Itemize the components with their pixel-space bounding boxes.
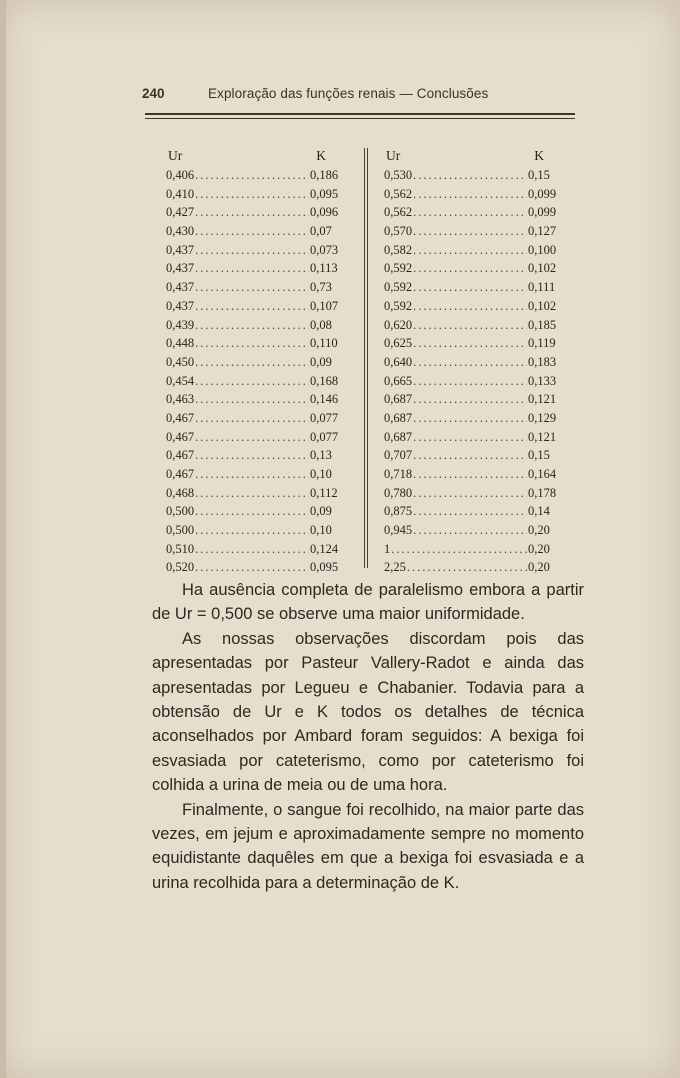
leader-dots (413, 392, 527, 407)
k-value: 0,112 (310, 485, 338, 500)
ur-value: 0,437 (166, 280, 195, 295)
ur-value: 0,463 (166, 392, 195, 407)
table-row (166, 392, 348, 411)
table-row (166, 560, 348, 579)
page-edge (0, 0, 6, 1078)
table-row (166, 374, 348, 393)
rows-right (384, 168, 566, 579)
header-k: K (534, 148, 544, 163)
paragraph-1: Ha ausência completa de paralelismo embora a partir de Ur = 0,500 se observe uma maior uniformidade. (152, 581, 584, 624)
leader-dots (413, 504, 527, 519)
column-header (166, 148, 348, 168)
leader-dots (195, 355, 309, 370)
table-row (384, 168, 566, 187)
table-divider (364, 148, 365, 568)
k-value: 0,099 (528, 205, 557, 220)
leader-dots (413, 299, 527, 314)
k-value: 0,110 (310, 336, 338, 351)
table-row (384, 560, 566, 579)
table-row (384, 486, 566, 505)
k-value: 0,102 (528, 298, 557, 313)
table-row (166, 187, 348, 206)
body-text (152, 578, 584, 895)
table-row (384, 523, 566, 542)
ur-value: 0,410 (166, 186, 195, 201)
leader-dots (195, 243, 309, 258)
table-row (384, 336, 566, 355)
table-row (384, 374, 566, 393)
leader-dots (195, 168, 309, 183)
ur-value: 0,582 (384, 242, 413, 257)
leader-dots (195, 224, 309, 239)
ur-value: 0,570 (384, 224, 413, 239)
rows-left (166, 168, 348, 579)
k-value: 0,20 (528, 541, 550, 556)
ur-value: 0,780 (384, 485, 413, 500)
ur-value: 0,437 (166, 298, 195, 313)
k-value: 0,185 (528, 317, 557, 332)
k-value: 0,077 (310, 429, 339, 444)
k-value: 0,113 (310, 261, 338, 276)
k-value: 0,121 (528, 429, 557, 444)
table-row (166, 542, 348, 561)
k-value: 0,14 (528, 504, 550, 519)
k-value: 0,15 (528, 168, 550, 182)
ur-value: 0,665 (384, 373, 413, 388)
ur-value: 0,450 (166, 354, 195, 369)
k-value: 0,15 (528, 448, 550, 463)
ur-value: 0,718 (384, 467, 413, 481)
ur-value: 0,430 (166, 224, 195, 239)
leader-dots (413, 523, 527, 538)
k-value: 0,20 (528, 523, 550, 538)
table-row (166, 318, 348, 337)
k-value: 0,13 (310, 448, 332, 463)
table-row (384, 187, 566, 206)
k-value: 0,129 (528, 410, 557, 425)
leader-dots (195, 560, 309, 575)
k-value: 0,127 (528, 224, 557, 239)
ur-value: 0,427 (166, 205, 195, 220)
ur-value: 0,592 (384, 298, 413, 313)
ur-value: 1 (384, 541, 391, 556)
k-value: 0,08 (310, 317, 332, 332)
paragraph-3: Finalmente, o sangue foi recolhido, na maior parte das vezes, em jejum e aproximadamente sempre no momento equidistante daquêles em que a bexiga foi esvasiada e a urina recolhida para a determinação de K. (152, 800, 584, 892)
ur-value: 0,620 (384, 317, 413, 332)
leader-dots (195, 486, 309, 501)
leader-dots (195, 392, 309, 407)
paragraph-2: As nossas observações discordam pois das apresentadas por Pasteur Vallery-Radot e ainda das apresentadas por Legueu e Chabanier. Todavia para a obtensão de Ur e K todos os detalhes de técnica aconselhados por Ambard foram seguidos: A bexiga foi esvasiada por cateterismo, como por cateterismo foi colhida a urina de meia ou de uma hora. (152, 629, 584, 795)
leader-dots (195, 205, 309, 220)
ur-value: 0,875 (384, 504, 413, 519)
k-value: 0,178 (528, 485, 557, 500)
table-row (166, 280, 348, 299)
k-value: 0,095 (310, 560, 339, 575)
table-row (166, 486, 348, 505)
k-value: 0,121 (528, 392, 557, 407)
k-value: 0,07 (310, 224, 332, 239)
k-value: 0,20 (528, 560, 550, 575)
k-value: 0,09 (310, 504, 332, 519)
table-row (166, 168, 348, 187)
k-value: 0,10 (310, 523, 332, 538)
k-value: 0,077 (310, 410, 339, 425)
k-value: 0,096 (310, 205, 339, 220)
ur-value: 0,625 (384, 336, 413, 351)
header-k: K (316, 148, 326, 163)
k-value: 0,10 (310, 467, 332, 481)
ur-value: 0,687 (384, 429, 413, 444)
k-value: 0,119 (528, 336, 556, 351)
leader-dots (195, 523, 309, 538)
table-row (384, 280, 566, 299)
table-row (384, 224, 566, 243)
ur-value: 0,437 (166, 261, 195, 276)
ur-k-table (166, 148, 557, 575)
ur-value: 0,448 (166, 336, 195, 351)
leader-dots (413, 430, 527, 445)
ur-value: 0,520 (166, 560, 195, 575)
table-row (384, 504, 566, 523)
ur-value: 0,530 (384, 168, 413, 182)
leader-dots (195, 261, 309, 276)
leader-dots (413, 336, 527, 351)
table-row (384, 392, 566, 411)
ur-value: 0,707 (384, 448, 413, 463)
k-value: 0,146 (310, 392, 339, 407)
k-value: 0,186 (310, 168, 339, 182)
k-value: 0,100 (528, 242, 557, 257)
ur-value: 0,467 (166, 467, 195, 481)
k-value: 0,168 (310, 373, 339, 388)
table-row (166, 299, 348, 318)
table-row (384, 355, 566, 374)
leader-dots (195, 542, 309, 557)
k-value: 0,111 (528, 280, 556, 295)
table-row (166, 504, 348, 523)
ur-value: 0,945 (384, 523, 413, 538)
table-row (166, 224, 348, 243)
k-value: 0,095 (310, 186, 339, 201)
ur-value: 0,467 (166, 448, 195, 463)
leader-dots (413, 187, 527, 202)
k-value: 0,183 (528, 354, 557, 369)
table-row (384, 542, 566, 561)
table-row (384, 299, 566, 318)
ur-value: 0,592 (384, 261, 413, 276)
ur-value: 0,406 (166, 168, 195, 182)
k-value: 0,73 (310, 280, 332, 295)
ur-value: 0,500 (166, 523, 195, 538)
leader-dots (195, 299, 309, 314)
k-value: 0,124 (310, 541, 339, 556)
leader-dots (407, 560, 527, 575)
k-value: 0,073 (310, 242, 339, 257)
ur-value: 0,437 (166, 242, 195, 257)
leader-dots (195, 504, 309, 519)
ur-value: 0,640 (384, 354, 413, 369)
leader-dots (195, 318, 309, 333)
ur-value: 0,500 (166, 504, 195, 519)
column-header (384, 148, 566, 168)
table-row (166, 467, 348, 486)
table-column-right (384, 148, 566, 579)
ur-value: 0,562 (384, 205, 413, 220)
leader-dots (413, 411, 527, 426)
leader-dots (413, 168, 527, 183)
ur-value: 0,687 (384, 410, 413, 425)
leader-dots (195, 430, 309, 445)
header-ur: Ur (386, 148, 401, 163)
k-value: 0,164 (528, 467, 557, 481)
k-value: 0,107 (310, 298, 339, 313)
leader-dots (413, 205, 527, 220)
table-row (166, 430, 348, 449)
table-row (384, 430, 566, 449)
leader-dots (413, 467, 527, 482)
leader-dots (195, 448, 309, 463)
ur-value: 0,687 (384, 392, 413, 407)
table-column-left (166, 148, 348, 579)
header-rule-top (145, 113, 575, 115)
ur-value: 2,25 (384, 560, 406, 575)
running-title: Exploração das funções renais — Conclusões (208, 86, 489, 101)
leader-dots (413, 224, 527, 239)
leader-dots (413, 261, 527, 276)
ur-value: 0,454 (166, 373, 195, 388)
leader-dots (413, 280, 527, 295)
table-row (384, 318, 566, 337)
ur-value: 0,467 (166, 429, 195, 444)
ur-value: 0,468 (166, 485, 195, 500)
leader-dots (413, 374, 527, 389)
table-row (166, 336, 348, 355)
ur-value: 0,510 (166, 541, 195, 556)
leader-dots (413, 318, 527, 333)
table-row (166, 261, 348, 280)
header-ur: Ur (168, 148, 183, 163)
table-row (384, 205, 566, 224)
table-row (166, 411, 348, 430)
k-value: 0,09 (310, 354, 332, 369)
leader-dots (413, 486, 527, 501)
leader-dots (391, 542, 527, 557)
k-value: 0,099 (528, 186, 557, 201)
table-row (166, 448, 348, 467)
leader-dots (195, 374, 309, 389)
table-row (166, 243, 348, 262)
ur-value: 0,592 (384, 280, 413, 295)
header-rule-bottom (145, 118, 575, 119)
leader-dots (195, 336, 309, 351)
ur-value: 0,439 (166, 317, 195, 332)
table-row (384, 448, 566, 467)
table-row (166, 523, 348, 542)
leader-dots (413, 448, 527, 463)
table-divider (367, 148, 368, 568)
leader-dots (195, 467, 309, 482)
page-number: 240 (142, 86, 165, 101)
leader-dots (195, 280, 309, 295)
table-row (166, 205, 348, 224)
leader-dots (195, 411, 309, 426)
table-row (384, 467, 566, 486)
table-row (384, 261, 566, 280)
leader-dots (195, 187, 309, 202)
k-value: 0,133 (528, 373, 557, 388)
k-value: 0,102 (528, 261, 557, 276)
table-row (384, 411, 566, 430)
ur-value: 0,467 (166, 410, 195, 425)
leader-dots (413, 355, 527, 370)
ur-value: 0,562 (384, 186, 413, 201)
table-row (384, 243, 566, 262)
table-row (166, 355, 348, 374)
leader-dots (413, 243, 527, 258)
